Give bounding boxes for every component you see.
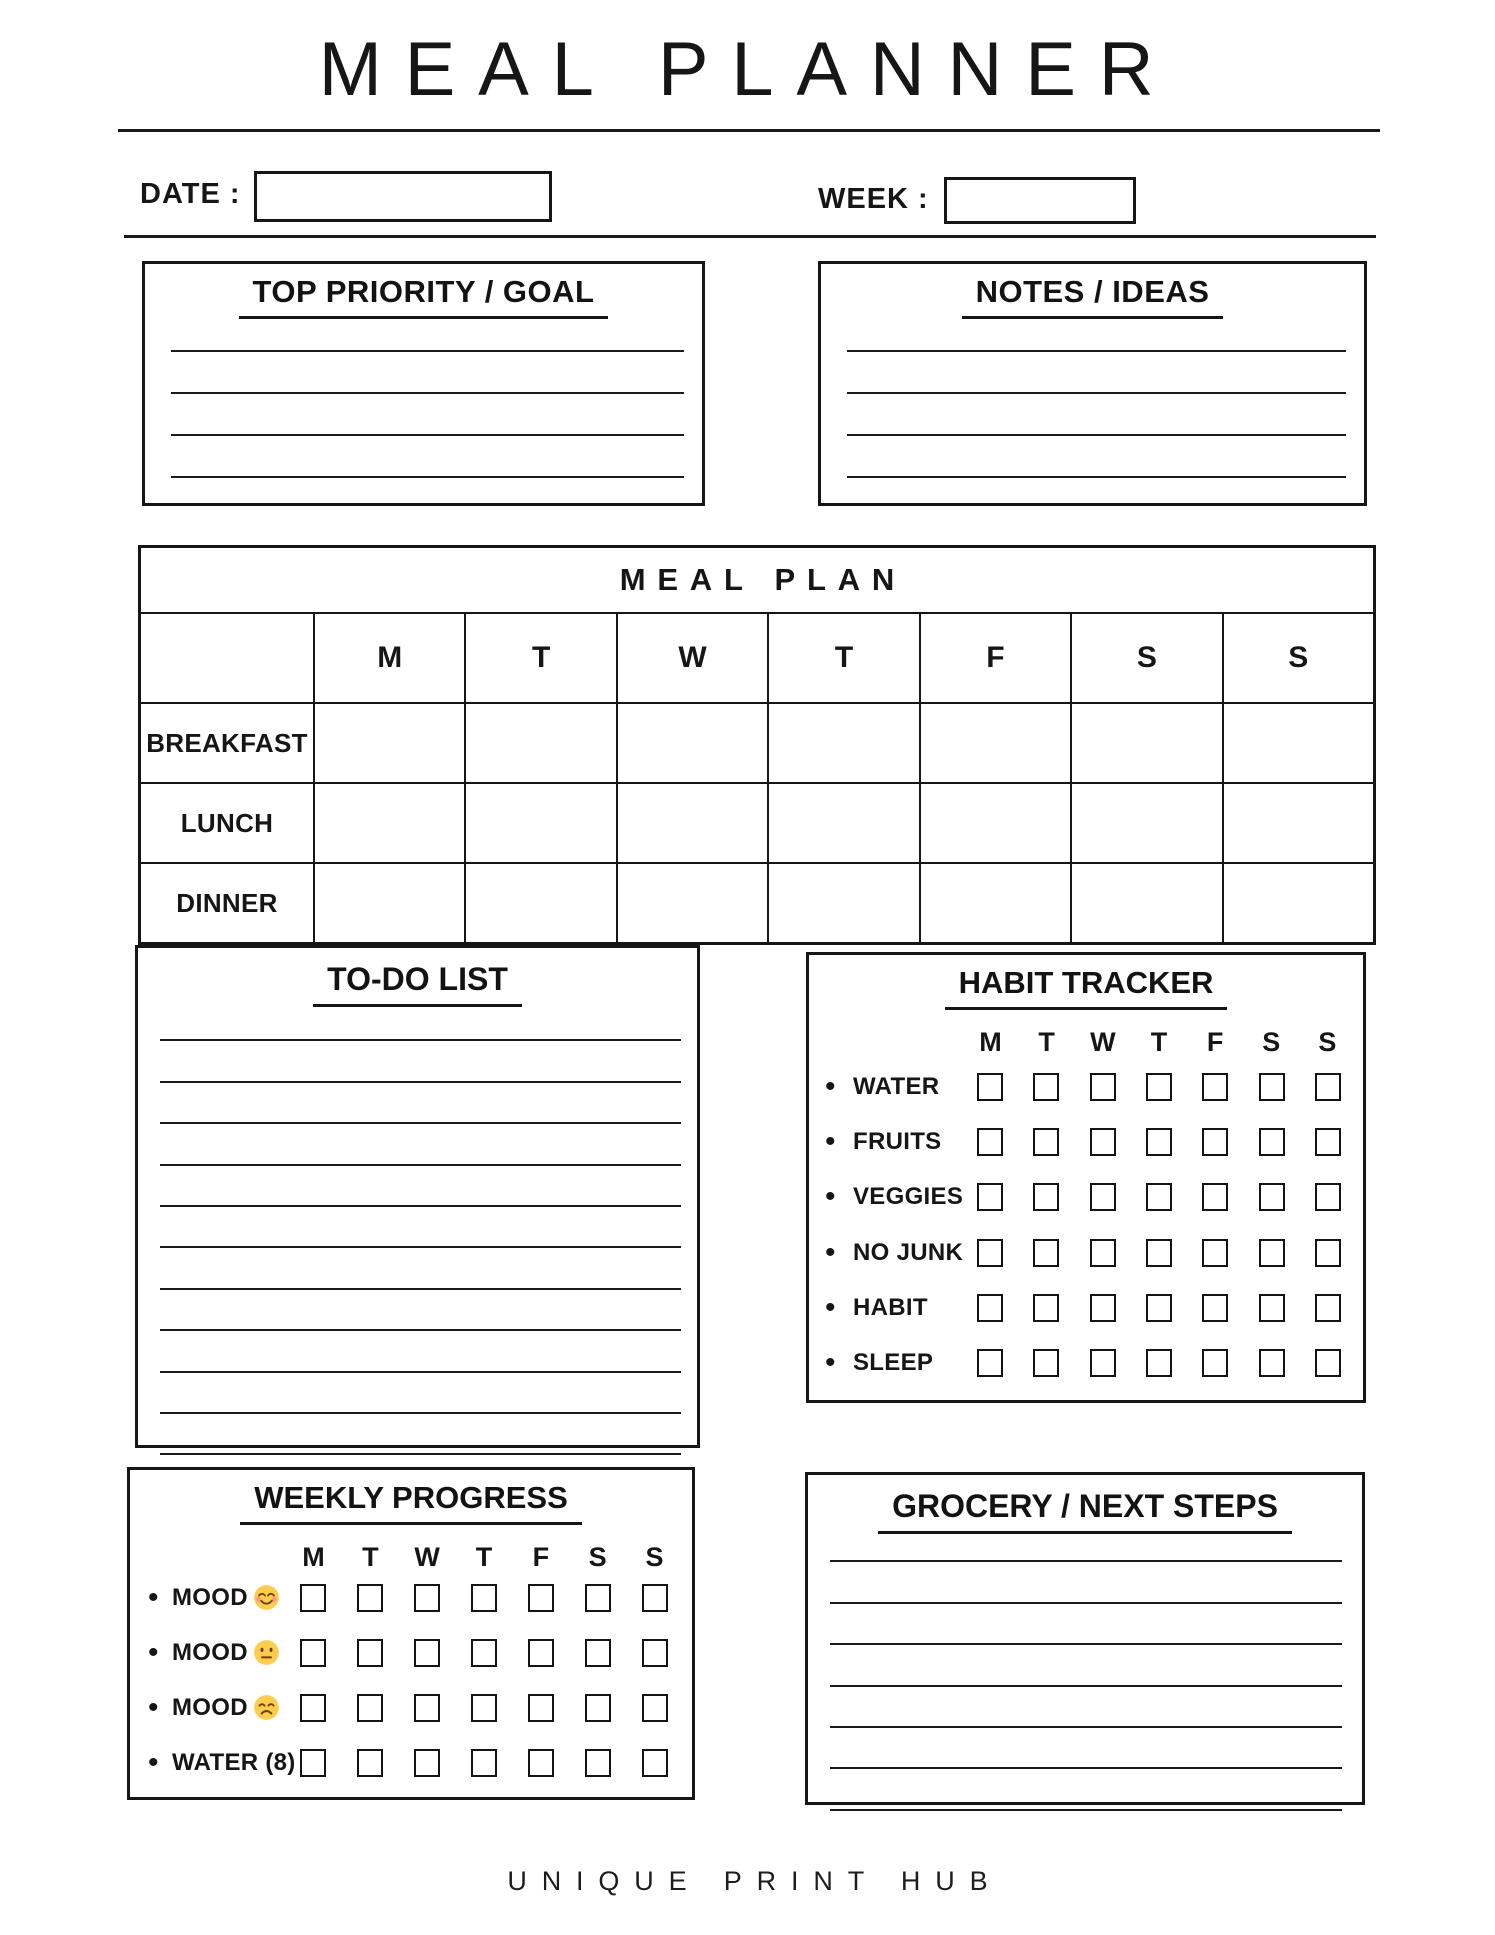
checkbox[interactable] <box>300 1584 326 1612</box>
writing-line[interactable] <box>160 1166 681 1207</box>
checkbox[interactable] <box>977 1294 1003 1322</box>
week-input[interactable] <box>944 177 1136 224</box>
weekly-checkbox-row <box>300 1735 668 1790</box>
checkbox[interactable] <box>1202 1128 1228 1156</box>
meal-plan-cell[interactable] <box>1070 782 1221 862</box>
checkbox[interactable] <box>300 1694 326 1722</box>
writing-line[interactable] <box>160 1000 681 1041</box>
checkbox[interactable] <box>1090 1239 1116 1267</box>
checkbox[interactable] <box>642 1749 668 1777</box>
checkbox[interactable] <box>1033 1349 1059 1377</box>
page-title: MEAL PLANNER <box>318 27 1177 112</box>
writing-line[interactable] <box>830 1728 1342 1769</box>
habit-day-headers <box>977 1027 1341 1058</box>
checkbox[interactable] <box>977 1073 1003 1101</box>
meal-plan-title: MEAL PLAN <box>141 548 1373 614</box>
grocery-lines <box>830 1521 1342 1811</box>
habit-label: WATER <box>853 1072 940 1100</box>
meal-plan-cell[interactable] <box>1222 782 1373 862</box>
meal-plan-day-header: S <box>1070 614 1221 702</box>
writing-line[interactable] <box>160 1124 681 1165</box>
checkbox[interactable] <box>357 1639 383 1667</box>
water-label: WATER (8) <box>172 1748 296 1776</box>
checkbox[interactable] <box>1033 1239 1059 1267</box>
checkbox[interactable] <box>528 1584 554 1612</box>
checkbox[interactable] <box>1090 1073 1116 1101</box>
week-label: WEEK : <box>818 183 929 215</box>
meal-plan-day-header: T <box>464 614 615 702</box>
weekly-row-mood-sad: • MOOD <box>130 1680 692 1735</box>
writing-line[interactable] <box>830 1562 1342 1603</box>
checkbox[interactable] <box>1315 1239 1341 1267</box>
top-priority-lines <box>171 310 684 478</box>
weekly-progress-title: WEEKLY PROGRESS <box>130 1480 692 1525</box>
meal-plan-cell[interactable] <box>464 862 615 942</box>
checkbox[interactable] <box>585 1694 611 1722</box>
day-letter: T <box>475 1542 493 1572</box>
checkbox[interactable] <box>471 1694 497 1722</box>
day-letter: T <box>1038 1027 1055 1057</box>
habit-label: NO JUNK <box>853 1238 964 1266</box>
day-letter: S <box>1318 1027 1337 1057</box>
checkbox[interactable] <box>1259 1294 1285 1322</box>
meal-plan-cell[interactable] <box>464 702 615 782</box>
writing-line[interactable] <box>171 436 684 478</box>
checkbox[interactable] <box>1090 1183 1116 1211</box>
checkbox[interactable] <box>1090 1349 1116 1377</box>
weekly-checkbox-row <box>300 1570 668 1625</box>
checkbox[interactable] <box>1202 1073 1228 1101</box>
checkbox[interactable] <box>1259 1183 1285 1211</box>
checkbox[interactable] <box>414 1694 440 1722</box>
checkbox[interactable] <box>357 1749 383 1777</box>
meal-plan-cell[interactable] <box>1070 862 1221 942</box>
meal-plan-day-header: T <box>767 614 918 702</box>
day-letter: W <box>414 1542 440 1572</box>
checkbox[interactable] <box>1033 1183 1059 1211</box>
weekly-rows <box>130 1570 692 1790</box>
day-letter: S <box>588 1542 607 1572</box>
writing-line[interactable] <box>160 1207 681 1248</box>
checkbox[interactable] <box>1146 1294 1172 1322</box>
habit-label: VEGGIES <box>853 1183 964 1211</box>
meal-plan-cell[interactable] <box>1070 702 1221 782</box>
mood-label: MOOD <box>172 1583 248 1611</box>
day-letter: T <box>362 1542 379 1572</box>
notes-lines <box>847 310 1346 478</box>
weekly-checkbox-row <box>300 1625 668 1680</box>
checkbox[interactable] <box>1315 1349 1341 1377</box>
checkbox[interactable] <box>1090 1294 1116 1322</box>
weekly-row-water: • WATER (8) <box>130 1735 692 1790</box>
meal-plan-row-label: DINNER <box>141 862 313 942</box>
meal-plan-cell[interactable] <box>313 862 464 942</box>
habit-rows <box>809 1059 1363 1391</box>
checkbox[interactable] <box>1202 1349 1228 1377</box>
brand-footer: UNIQUE PRINT HUB <box>507 1866 1003 1896</box>
habit-checkbox-row <box>977 1059 1341 1114</box>
writing-line[interactable] <box>160 1290 681 1331</box>
writing-line[interactable] <box>160 1248 681 1289</box>
checkbox[interactable] <box>977 1349 1003 1377</box>
habit-checkbox-row <box>977 1336 1341 1391</box>
weekly-progress-section <box>127 1467 695 1800</box>
checkbox[interactable] <box>1315 1128 1341 1156</box>
top-priority-section <box>142 261 705 506</box>
meal-plan-day-header: S <box>1222 614 1373 702</box>
writing-line[interactable] <box>830 1687 1342 1728</box>
meal-plan-cell[interactable] <box>1222 862 1373 942</box>
checkbox[interactable] <box>977 1239 1003 1267</box>
meal-plan-cell[interactable] <box>767 862 918 942</box>
checkbox[interactable] <box>1202 1294 1228 1322</box>
writing-line[interactable] <box>160 1414 681 1455</box>
writing-line[interactable] <box>847 436 1346 478</box>
meal-plan-cell[interactable] <box>616 702 767 782</box>
habit-row: • WATER <box>809 1059 1363 1114</box>
checkbox[interactable] <box>1259 1349 1285 1377</box>
checkbox[interactable] <box>642 1584 668 1612</box>
checkbox[interactable] <box>471 1584 497 1612</box>
checkbox[interactable] <box>1033 1128 1059 1156</box>
meal-plan-cell[interactable] <box>919 702 1070 782</box>
checkbox[interactable] <box>528 1694 554 1722</box>
day-letter: M <box>979 1027 1002 1057</box>
checkbox[interactable] <box>1146 1349 1172 1377</box>
neutral-face-emoji <box>253 1639 280 1666</box>
meal-plan-row-label: LUNCH <box>141 782 313 862</box>
writing-line[interactable] <box>830 1521 1342 1562</box>
checkbox[interactable] <box>1259 1128 1285 1156</box>
habit-tracker-title: HABIT TRACKER <box>809 965 1363 1010</box>
meal-plan-corner-cell <box>141 614 313 702</box>
meal-plan-cell[interactable] <box>767 702 918 782</box>
checkbox[interactable] <box>585 1749 611 1777</box>
notes-section <box>818 261 1367 506</box>
checkbox[interactable] <box>471 1639 497 1667</box>
checkbox[interactable] <box>1146 1128 1172 1156</box>
checkbox[interactable] <box>414 1749 440 1777</box>
todo-section <box>135 945 700 1448</box>
mood-label: MOOD <box>172 1693 248 1721</box>
sad-face-emoji <box>253 1694 280 1721</box>
meal-plan-day-header: F <box>919 614 1070 702</box>
writing-line[interactable] <box>171 310 684 352</box>
day-letter: F <box>532 1542 550 1572</box>
checkbox[interactable] <box>1146 1183 1172 1211</box>
checkbox[interactable] <box>1315 1073 1341 1101</box>
todo-lines <box>160 1000 681 1455</box>
writing-line[interactable] <box>830 1645 1342 1686</box>
date-input[interactable] <box>254 171 552 222</box>
title-divider <box>118 129 1380 132</box>
checkbox[interactable] <box>357 1694 383 1722</box>
meal-plan-day-header: W <box>616 614 767 702</box>
writing-line[interactable] <box>160 1331 681 1372</box>
writing-line[interactable] <box>171 352 684 394</box>
day-letter: S <box>1262 1027 1281 1057</box>
habit-row: • NO JUNK <box>809 1225 1363 1280</box>
checkbox[interactable] <box>528 1749 554 1777</box>
meal-plan-row-label: BREAKFAST <box>141 702 313 782</box>
writing-line[interactable] <box>160 1083 681 1124</box>
checkbox[interactable] <box>357 1584 383 1612</box>
meal-plan-cell[interactable] <box>919 862 1070 942</box>
top-priority-title: TOP PRIORITY / GOAL <box>145 274 702 319</box>
checkbox[interactable] <box>1202 1183 1228 1211</box>
todo-title: TO-DO LIST <box>138 961 697 1007</box>
habit-label: FRUITS <box>853 1127 942 1155</box>
checkbox[interactable] <box>300 1639 326 1667</box>
checkbox[interactable] <box>1315 1183 1341 1211</box>
weekly-checkbox-row <box>300 1680 668 1735</box>
writing-line[interactable] <box>830 1769 1342 1810</box>
day-letter: M <box>302 1542 325 1572</box>
checkbox[interactable] <box>1090 1128 1116 1156</box>
meal-plan-cell[interactable] <box>919 782 1070 862</box>
writing-line[interactable] <box>847 310 1346 352</box>
meal-plan-section <box>138 545 1376 945</box>
meal-plan-cell[interactable] <box>313 702 464 782</box>
smiling-face-emoji <box>253 1584 280 1611</box>
meal-plan-cell[interactable] <box>616 862 767 942</box>
weekly-day-headers <box>300 1542 668 1573</box>
checkbox[interactable] <box>1259 1073 1285 1101</box>
habit-row: • VEGGIES <box>809 1170 1363 1225</box>
habit-checkbox-row <box>977 1280 1341 1335</box>
writing-line[interactable] <box>847 394 1346 436</box>
checkbox[interactable] <box>642 1694 668 1722</box>
checkbox[interactable] <box>414 1639 440 1667</box>
writing-line[interactable] <box>160 1373 681 1414</box>
habit-checkbox-row <box>977 1170 1341 1225</box>
checkbox[interactable] <box>1146 1073 1172 1101</box>
checkbox[interactable] <box>585 1584 611 1612</box>
checkbox[interactable] <box>1033 1294 1059 1322</box>
meal-plan-table <box>141 614 1373 942</box>
weekly-row-mood-happy: • MOOD <box>130 1570 692 1625</box>
checkbox[interactable] <box>1146 1239 1172 1267</box>
checkbox[interactable] <box>977 1183 1003 1211</box>
habit-label: SLEEP <box>853 1349 934 1377</box>
weekly-row-mood-neutral: • MOOD <box>130 1625 692 1680</box>
habit-row: • SLEEP <box>809 1336 1363 1391</box>
checkbox[interactable] <box>642 1639 668 1667</box>
meal-plan-cell[interactable] <box>767 782 918 862</box>
checkbox[interactable] <box>300 1749 326 1777</box>
checkbox[interactable] <box>585 1639 611 1667</box>
writing-line[interactable] <box>830 1604 1342 1645</box>
checkbox[interactable] <box>1259 1239 1285 1267</box>
habit-tracker-section <box>806 952 1366 1403</box>
habit-checkbox-row <box>977 1225 1341 1280</box>
meal-plan-cell[interactable] <box>313 782 464 862</box>
meal-plan-cell[interactable] <box>1222 702 1373 782</box>
checkbox[interactable] <box>977 1128 1003 1156</box>
notes-title: NOTES / IDEAS <box>821 274 1364 319</box>
meal-plan-day-header: M <box>313 614 464 702</box>
checkbox[interactable] <box>414 1584 440 1612</box>
checkbox[interactable] <box>1202 1239 1228 1267</box>
writing-line[interactable] <box>847 352 1346 394</box>
day-letter: W <box>1090 1027 1116 1057</box>
day-letter: T <box>1150 1027 1168 1057</box>
day-letter: S <box>645 1542 664 1572</box>
meal-plan-cell[interactable] <box>616 782 767 862</box>
habit-checkbox-row <box>977 1114 1341 1169</box>
meal-plan-cell[interactable] <box>464 782 615 862</box>
checkbox[interactable] <box>1315 1294 1341 1322</box>
date-label: DATE : <box>140 178 241 210</box>
habit-row: • FRUITS <box>809 1114 1363 1169</box>
writing-line[interactable] <box>160 1041 681 1082</box>
mood-label: MOOD <box>172 1638 248 1666</box>
checkbox[interactable] <box>528 1639 554 1667</box>
checkbox[interactable] <box>471 1749 497 1777</box>
day-letter: F <box>1206 1027 1224 1057</box>
grocery-section <box>805 1472 1365 1805</box>
grocery-title: GROCERY / NEXT STEPS <box>808 1488 1362 1534</box>
writing-line[interactable] <box>171 394 684 436</box>
checkbox[interactable] <box>1033 1073 1059 1101</box>
habit-label: HABIT <box>853 1293 928 1321</box>
header-divider <box>124 235 1376 238</box>
habit-row: • HABIT <box>809 1280 1363 1335</box>
